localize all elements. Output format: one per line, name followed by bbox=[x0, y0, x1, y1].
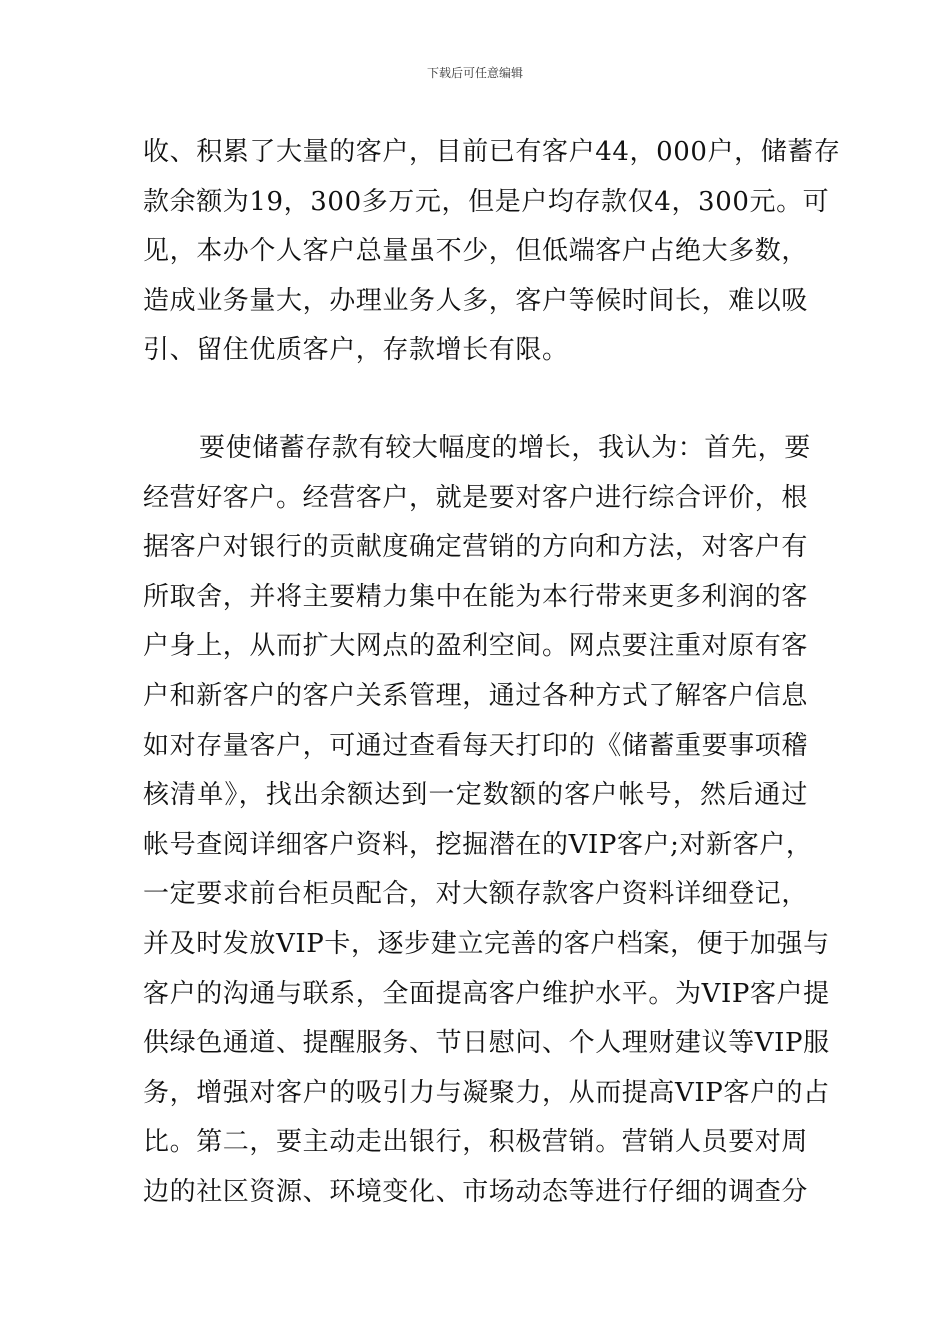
paragraph-line: 经营好客户。经营客户，就是要对客户进行综合评价，根 bbox=[143, 482, 809, 513]
paragraph-line: 要使储蓄存款有较大幅度的增长，我认为：首先，要 bbox=[199, 433, 811, 463]
paragraph-line: 如对存量客户，可通过查看每天打印的《储蓄重要事项稽 bbox=[143, 730, 809, 761]
paragraph-line: 比。第二，要主动走出银行，积极营销。营销人员要对周 bbox=[143, 1127, 809, 1158]
paragraph-line: 所取舍，并将主要精力集中在能为本行带来更多利润的客 bbox=[143, 581, 809, 612]
paragraph-line: 供绿色通道、提醒服务、节日慰问、个人理财建议等VIP服 bbox=[143, 1028, 830, 1059]
paragraph-line: 见，本办个人客户总量虽不少，但低端客户占绝大多数， bbox=[143, 236, 809, 267]
page-header: 下载后可任意编辑 bbox=[426, 66, 523, 80]
paragraph-line: 收、积累了大量的客户，目前已有客户44，000户，储蓄存 bbox=[143, 137, 841, 167]
paragraph-line: 据客户对银行的贡献度确定营销的方向和方法，对客户有 bbox=[143, 532, 809, 563]
paragraph-line: 客户的沟通与联系，全面提高客户维护水平。为VIP客户提 bbox=[143, 978, 830, 1009]
paragraph-line: 一定要求前台柜员配合，对大额存款客户资料详细登记， bbox=[143, 879, 809, 910]
paragraph-line: 并及时发放VIP卡，逐步建立完善的客户档案，便于加强与 bbox=[143, 928, 830, 959]
paragraph-line: 务，增强对客户的吸引力与凝聚力，从而提高VIP客户的占 bbox=[143, 1077, 830, 1108]
paragraph-line: 户身上，从而扩大网点的盈利空间。网点要注重对原有客 bbox=[143, 631, 809, 662]
paragraph-line: 边的社区资源、环境变化、市场动态等进行仔细的调查分 bbox=[143, 1176, 809, 1207]
paragraph-line: 核清单》，找出余额达到一定数额的客户帐号，然后通过 bbox=[143, 780, 808, 811]
paragraph-line: 造成业务量大，办理业务人多，客户等候时间长，难以吸 bbox=[143, 285, 809, 316]
paragraph-line: 引、留住优质客户，存款增长有限。 bbox=[143, 335, 569, 366]
paragraph-1 bbox=[143, 128, 841, 376]
paragraph-line: 款余额为19，300多万元，但是户均存款仅4，300元。可 bbox=[143, 186, 830, 217]
paragraph-line: 户和新客户的客户关系管理，通过各种方式了解客户信息 bbox=[143, 680, 809, 711]
paragraph-line: 帐号查阅详细客户资料，挖掘潜在的VIP客户;对新客户， bbox=[143, 829, 813, 860]
paragraph-2 bbox=[143, 424, 830, 1218]
